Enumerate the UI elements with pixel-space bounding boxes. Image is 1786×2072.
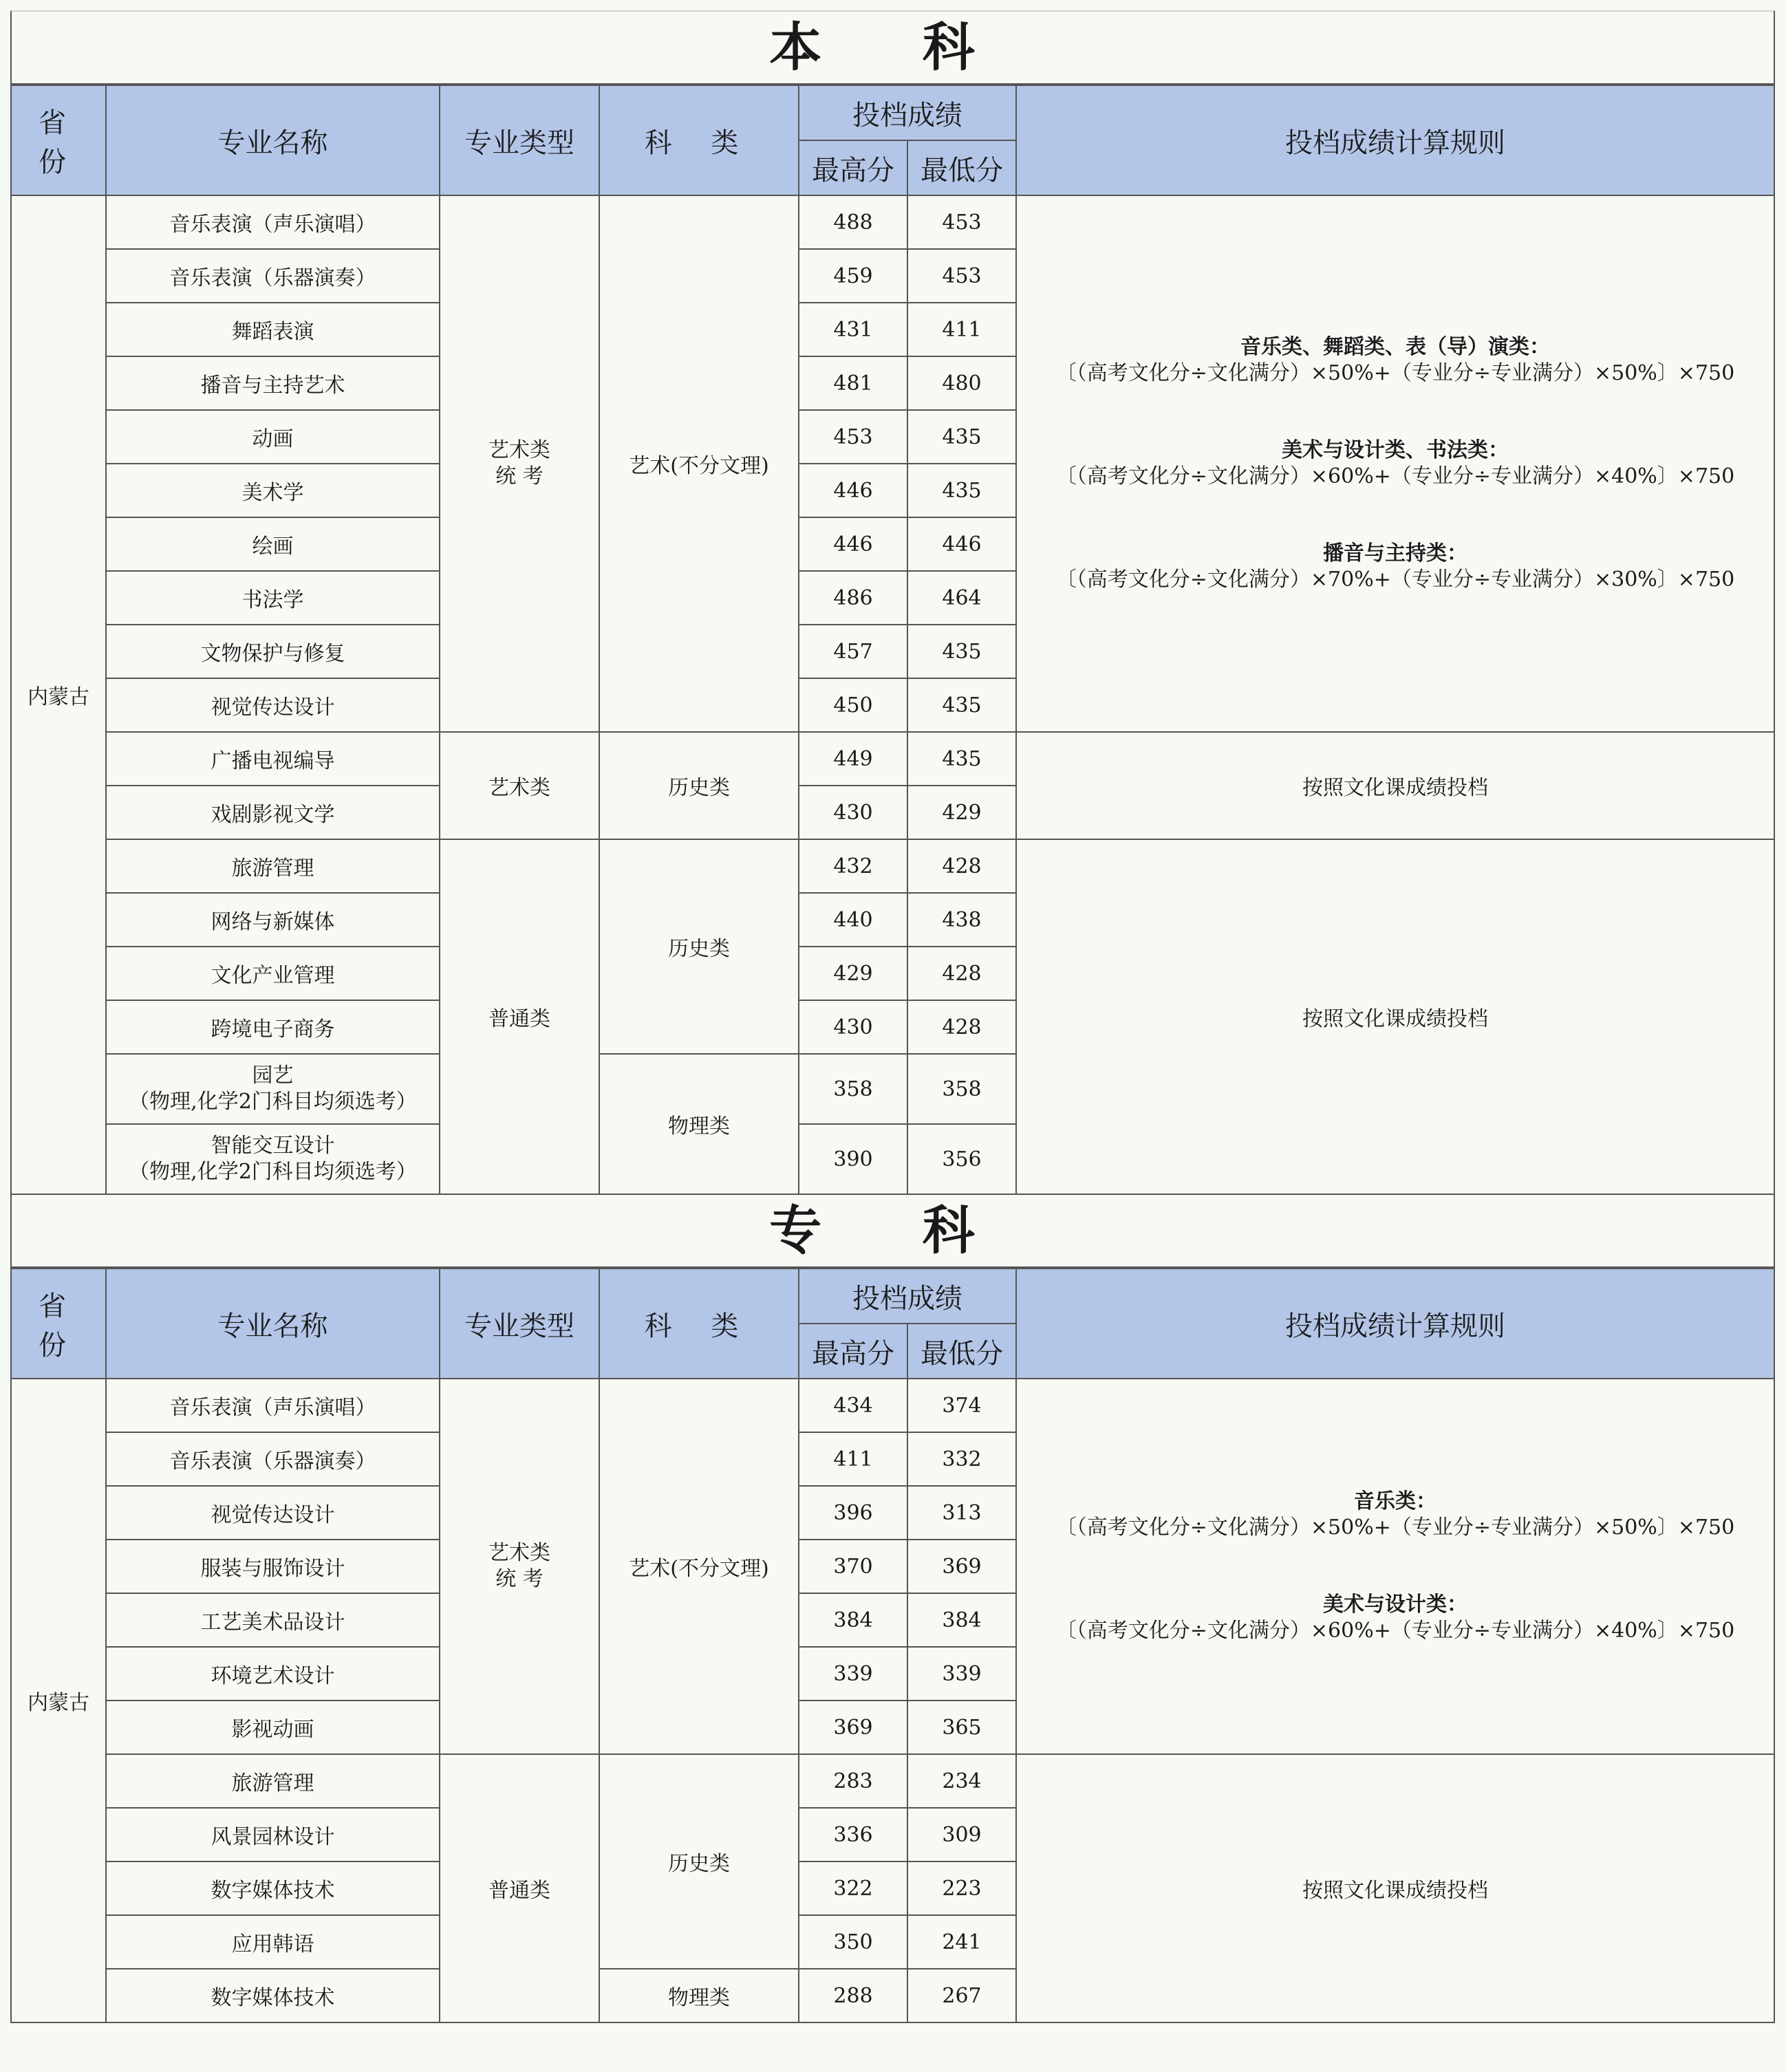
min-score: 313: [907, 1486, 1016, 1540]
college-table: [12, 1268, 1774, 2023]
major-name: 绘画: [106, 517, 440, 571]
header-major: 专业名称: [106, 85, 440, 195]
header-type: 专业类型: [440, 85, 599, 195]
max-score: 450: [799, 678, 907, 732]
table-row: [12, 839, 1774, 893]
rule-culture: 按照文化课成绩投档: [1016, 732, 1774, 839]
college-title: 专 科: [12, 1195, 1774, 1268]
max-score: 429: [799, 947, 907, 1000]
major-name: 园艺 （物理,化学2门科目均须选考）: [106, 1054, 440, 1124]
major-name: 戏剧影视文学: [106, 786, 440, 839]
undergrad-title: 本 科: [12, 12, 1774, 85]
max-score: 457: [799, 625, 907, 678]
major-name: 数字媒体技术: [106, 1969, 440, 2022]
major-type: 艺术类: [440, 732, 599, 839]
rule-formula: 〔（高考文化分÷文化满分）×50%+（专业分÷专业满分）×50%〕×750: [1055, 1515, 1735, 1540]
table-row: [12, 1754, 1774, 1808]
major-name: 音乐表演（乐器演奏）: [106, 1432, 440, 1486]
major-name: 动画: [106, 410, 440, 464]
subject-category: 艺术(不分文理): [599, 1379, 799, 1754]
header-major: 专业名称: [106, 1269, 440, 1379]
major-type: 艺术类 统 考: [440, 1379, 599, 1754]
max-score: 430: [799, 786, 907, 839]
rule-formula: 〔（高考文化分÷文化满分）×60%+（专业分÷专业满分）×40%〕×750: [1055, 1619, 1735, 1643]
major-type: 艺术类 统 考: [440, 195, 599, 732]
max-score: 411: [799, 1432, 907, 1486]
major-name: 旅游管理: [106, 1754, 440, 1808]
rule-formula: 〔（高考文化分÷文化满分）×70%+（专业分÷专业满分）×30%〕×750: [1055, 568, 1735, 592]
header-min: 最低分: [907, 1324, 1016, 1379]
min-score: 429: [907, 786, 1016, 839]
max-score: 339: [799, 1647, 907, 1701]
min-score: 339: [907, 1647, 1016, 1701]
table-row: [12, 732, 1774, 786]
major-name: 美术学: [106, 464, 440, 517]
max-score: 384: [799, 1593, 907, 1647]
header-min: 最低分: [907, 140, 1016, 195]
min-score: 358: [907, 1054, 1016, 1124]
min-score: 428: [907, 1000, 1016, 1054]
undergrad-table: [12, 85, 1774, 1195]
max-score: 396: [799, 1486, 907, 1540]
max-score: 488: [799, 195, 907, 249]
min-score: 241: [907, 1915, 1016, 1969]
header-type: 专业类型: [440, 1269, 599, 1379]
max-score: 370: [799, 1540, 907, 1593]
min-score: 374: [907, 1379, 1016, 1432]
min-score: 435: [907, 625, 1016, 678]
major-name: 广播电视编导: [106, 732, 440, 786]
rule-art: [1016, 1379, 1774, 1754]
header-rule: 投档成绩计算规则: [1016, 1269, 1774, 1379]
min-score: 267: [907, 1969, 1016, 2022]
major-name: 文化产业管理: [106, 947, 440, 1000]
max-score: 440: [799, 893, 907, 947]
rule-formula: 〔（高考文化分÷文化满分）×50%+（专业分÷专业满分）×50%〕×750: [1055, 361, 1735, 385]
major-name: 风景园林设计: [106, 1808, 440, 1861]
major-name: 视觉传达设计: [106, 1486, 440, 1540]
major-name: 文物保护与修复: [106, 625, 440, 678]
rule-culture: 按照文化课成绩投档: [1016, 839, 1774, 1194]
table-row: [12, 1379, 1774, 1432]
header-score: 投档成绩: [799, 1269, 1016, 1324]
rule-heading: 播音与主持类：: [1323, 541, 1467, 565]
header-rule: 投档成绩计算规则: [1016, 85, 1774, 195]
min-score: 332: [907, 1432, 1016, 1486]
min-score: 356: [907, 1124, 1016, 1194]
major-name: 应用韩语: [106, 1915, 440, 1969]
min-score: 369: [907, 1540, 1016, 1593]
subject-category: 物理类: [599, 1054, 799, 1194]
min-score: 384: [907, 1593, 1016, 1647]
min-score: 435: [907, 410, 1016, 464]
min-score: 309: [907, 1808, 1016, 1861]
max-score: 453: [799, 410, 907, 464]
min-score: 234: [907, 1754, 1016, 1808]
min-score: 480: [907, 356, 1016, 410]
max-score: 434: [799, 1379, 907, 1432]
subject-category: 历史类: [599, 732, 799, 839]
max-score: 486: [799, 571, 907, 625]
min-score: 435: [907, 678, 1016, 732]
max-score: 322: [799, 1861, 907, 1915]
major-name: 数字媒体技术: [106, 1861, 440, 1915]
rule-heading: 音乐类：: [1354, 1489, 1437, 1513]
major-name: 服装与服饰设计: [106, 1540, 440, 1593]
min-score: 453: [907, 249, 1016, 303]
max-score: 350: [799, 1915, 907, 1969]
min-score: 365: [907, 1701, 1016, 1754]
major-name: 工艺美术品设计: [106, 1593, 440, 1647]
major-name: 旅游管理: [106, 839, 440, 893]
major-type: 普通类: [440, 1754, 599, 2022]
min-score: 435: [907, 732, 1016, 786]
major-name: 书法学: [106, 571, 440, 625]
subject-category: 物理类: [599, 1969, 799, 2022]
max-score: 449: [799, 732, 907, 786]
major-name: 影视动画: [106, 1701, 440, 1754]
rule-formula: 〔（高考文化分÷文化满分）×60%+（专业分÷专业满分）×40%〕×750: [1055, 464, 1735, 488]
major-name: 音乐表演（声乐演唱）: [106, 195, 440, 249]
min-score: 453: [907, 195, 1016, 249]
min-score: 464: [907, 571, 1016, 625]
max-score: 358: [799, 1054, 907, 1124]
max-score: 430: [799, 1000, 907, 1054]
header-score: 投档成绩: [799, 85, 1016, 140]
max-score: 336: [799, 1808, 907, 1861]
max-score: 446: [799, 464, 907, 517]
max-score: 431: [799, 303, 907, 356]
major-name: 音乐表演（声乐演唱）: [106, 1379, 440, 1432]
major-name: 环境艺术设计: [106, 1647, 440, 1701]
max-score: 481: [799, 356, 907, 410]
max-score: 459: [799, 249, 907, 303]
max-score: 288: [799, 1969, 907, 2022]
rule-art: [1016, 195, 1774, 732]
major-name: 跨境电子商务: [106, 1000, 440, 1054]
min-score: 428: [907, 947, 1016, 1000]
header-province: 省 份: [12, 1269, 106, 1379]
max-score: 446: [799, 517, 907, 571]
max-score: 283: [799, 1754, 907, 1808]
min-score: 446: [907, 517, 1016, 571]
major-name: 视觉传达设计: [106, 678, 440, 732]
rule-culture: 按照文化课成绩投档: [1016, 1754, 1774, 2022]
rule-heading: 美术与设计类、书法类：: [1282, 438, 1509, 462]
min-score: 435: [907, 464, 1016, 517]
rule-heading: 音乐类、舞蹈类、表（导）演类：: [1240, 335, 1550, 359]
major-name: 音乐表演（乐器演奏）: [106, 249, 440, 303]
subject-category: 艺术(不分文理): [599, 195, 799, 732]
province-cell: 内蒙古: [12, 1379, 106, 2022]
province-cell: 内蒙古: [12, 195, 106, 1194]
header-max: 最高分: [799, 140, 907, 195]
subject-category: 历史类: [599, 1754, 799, 1969]
admission-score-sheet: [10, 10, 1775, 2023]
header-province: 省 份: [12, 85, 106, 195]
major-name: 智能交互设计 （物理,化学2门科目均须选考）: [106, 1124, 440, 1194]
header-category: 科 类: [599, 1269, 799, 1379]
min-score: 223: [907, 1861, 1016, 1915]
major-type: 普通类: [440, 839, 599, 1194]
max-score: 390: [799, 1124, 907, 1194]
major-name: 网络与新媒体: [106, 893, 440, 947]
min-score: 428: [907, 839, 1016, 893]
subject-category: 历史类: [599, 839, 799, 1054]
max-score: 369: [799, 1701, 907, 1754]
header-category: 科 类: [599, 85, 799, 195]
major-name: 播音与主持艺术: [106, 356, 440, 410]
min-score: 411: [907, 303, 1016, 356]
header-max: 最高分: [799, 1324, 907, 1379]
max-score: 432: [799, 839, 907, 893]
rule-heading: 美术与设计类：: [1323, 1593, 1467, 1617]
min-score: 438: [907, 893, 1016, 947]
major-name: 舞蹈表演: [106, 303, 440, 356]
